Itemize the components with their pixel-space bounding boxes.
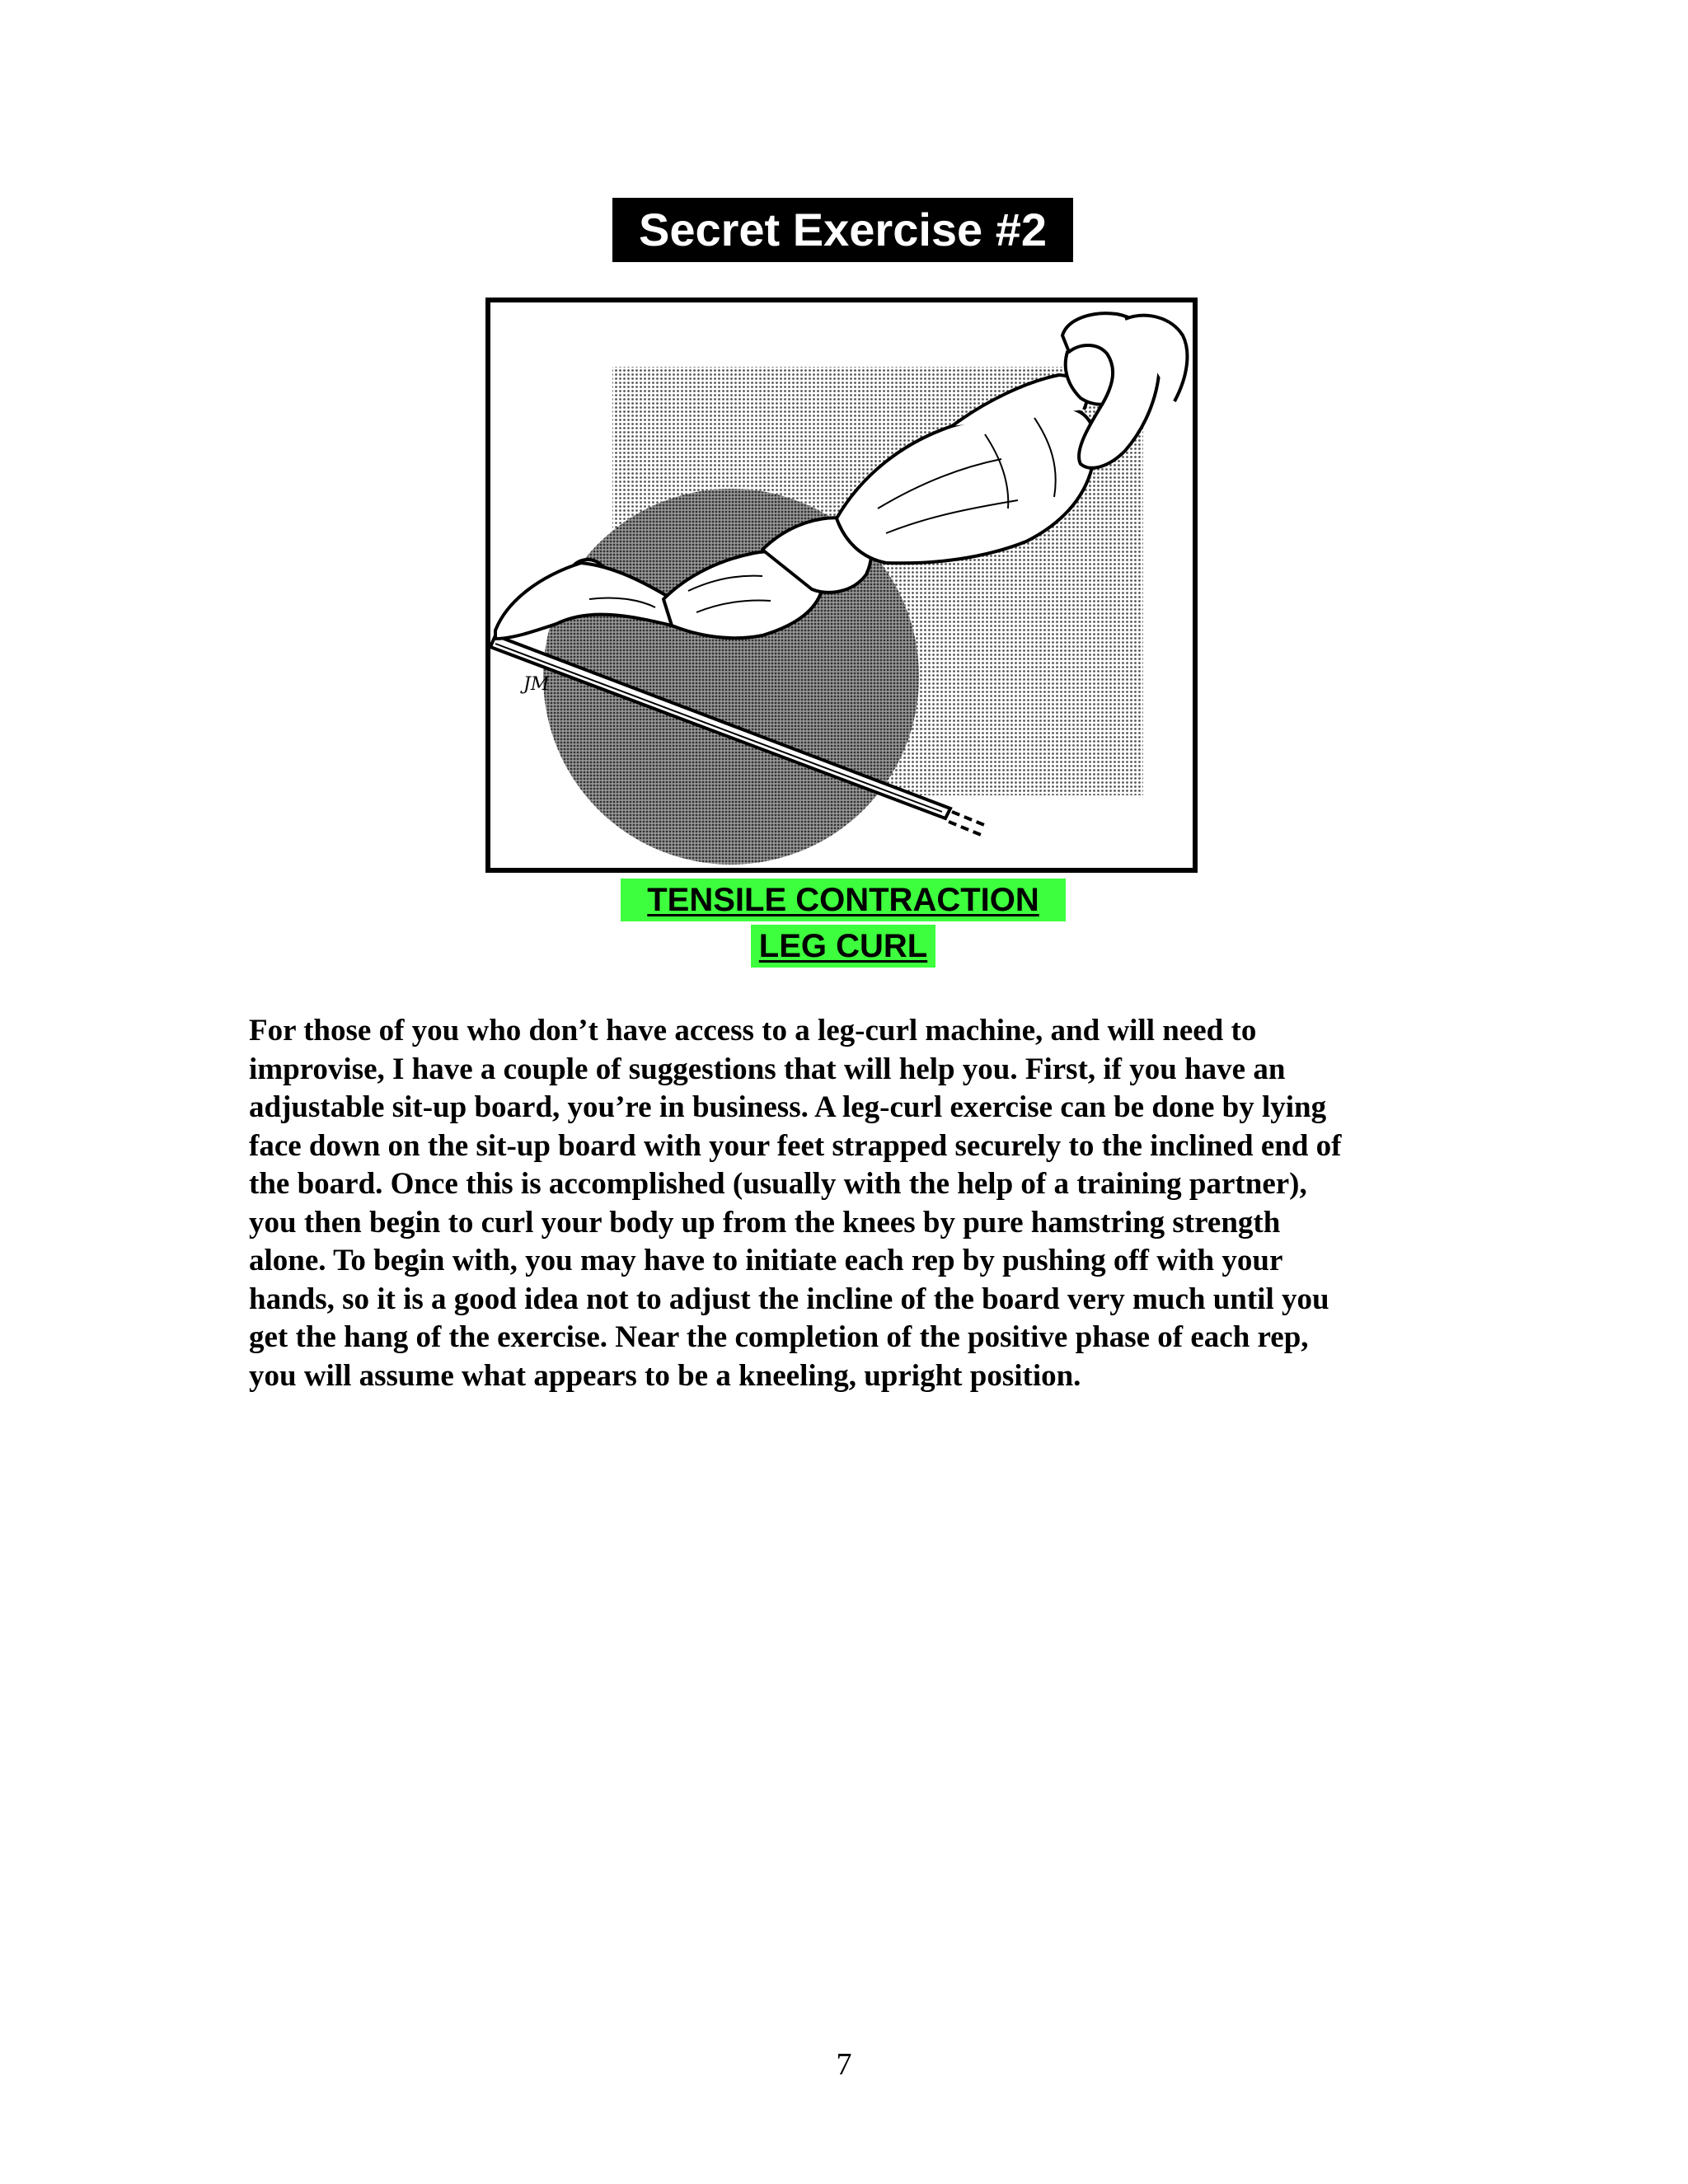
page-number: 7 — [836, 2047, 852, 2082]
paragraph-line: the board. Once this is accomplished (usually with the help of a training partner), — [249, 1167, 1307, 1201]
paragraph-line: improvise, I have a couple of suggestions that will help you. First, if you have an — [249, 1052, 1286, 1086]
paragraph-line: alone. To begin with, you may have to initiate each rep by pushing off with your — [249, 1244, 1283, 1277]
artist-signature: JM — [523, 674, 550, 695]
paragraph-line: hands, so it is a good idea not to adjust the incline of the board very much until you — [249, 1282, 1329, 1316]
page-title: Secret Exercise #2 — [612, 198, 1073, 262]
body-paragraph — [249, 1012, 1452, 1395]
paragraph-line: For those of you who don’t have access to a leg-curl machine, and will need to — [249, 1014, 1257, 1047]
paragraph-line: you will assume what appears to be a kneeling, upright position. — [249, 1358, 1081, 1393]
exercise-name-line-2: LEG CURL — [751, 925, 935, 968]
exercise-illustration — [485, 298, 1198, 873]
exercise-name-line-1: TENSILE CONTRACTION — [621, 879, 1066, 921]
paragraph-line: face down on the sit-up board with your feet strapped securely to the inclined end of — [249, 1128, 1342, 1163]
paragraph-line: adjustable sit-up board, you’re in business. A leg-curl exercise can be done by lying — [249, 1090, 1327, 1124]
paragraph-line: you then begin to curl your body up from the knees by pure hamstring strength — [249, 1205, 1281, 1240]
paragraph-line: get the hang of the exercise. Near the completion of the positive phase of each rep, — [249, 1320, 1309, 1354]
